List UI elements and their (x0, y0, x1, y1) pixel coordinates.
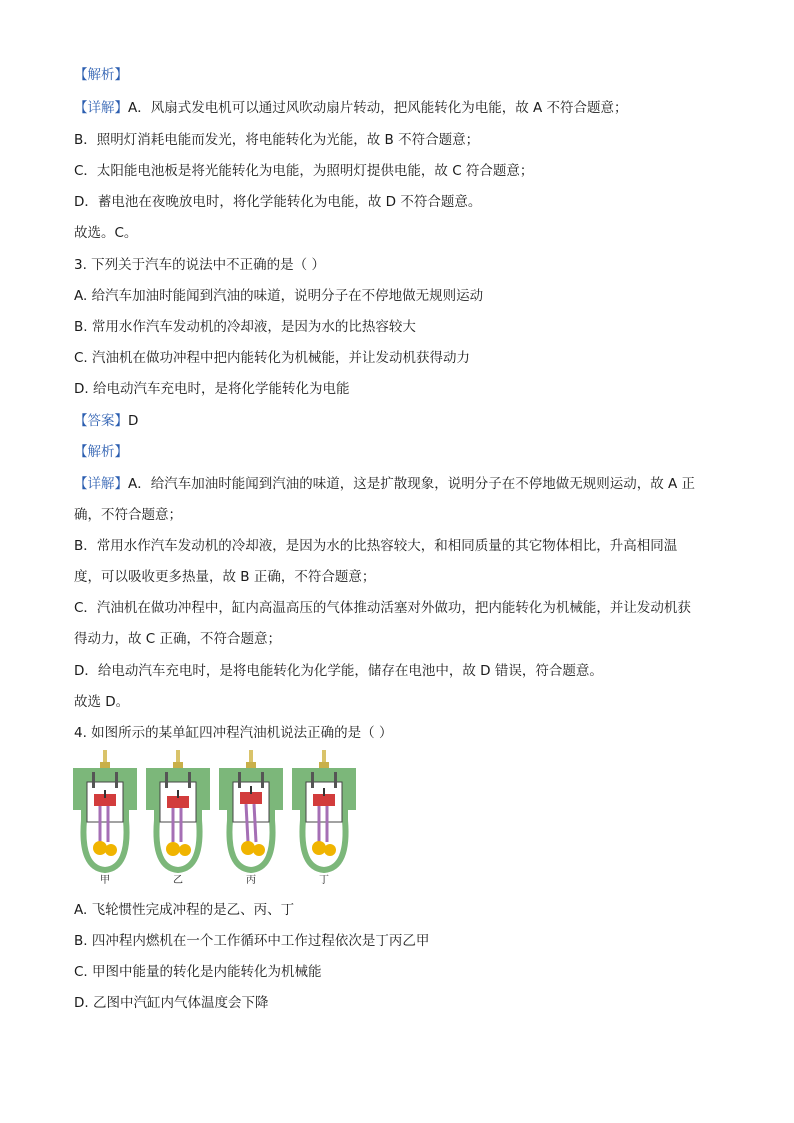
option-c: C. 汽油机在做功冲程中把内能转化为机械能，并让发动机获得动力 (74, 350, 471, 366)
detail-line: C．太阳能电池板是将光能转化为电能，为照明灯提供电能，故 C 符合题意； (74, 163, 534, 179)
detail-line (74, 475, 695, 493)
figure-label-bing: 丙 (246, 875, 256, 886)
detail-line: D．给电动汽车充电时，是将电能转化为化学能，储存在电池中，故 D 错误，符合题意。 (74, 663, 603, 679)
detail-text: A．给汽车加油时能闻到汽油的味道，这是扩散现象，说明分子在不停地做无规则运动，故 A 正 (128, 476, 696, 492)
option-c: C. 甲图中能量的转化是内能转化为机械能 (74, 964, 322, 980)
analysis-tag: 【解析】 (74, 444, 128, 460)
engine-strokes-figure (70, 750, 360, 890)
option-d: D. 乙图中汽缸内气体温度会下降 (74, 995, 269, 1011)
figure-label-jia: 甲 (100, 875, 110, 886)
figure-label-ding: 丁 (319, 875, 329, 886)
answer-tag: 【答案】 (74, 413, 128, 429)
question-stem: 4. 如图所示的某单缸四冲程汽油机说法正确的是（ ） (74, 725, 393, 741)
detail-line: 确，不符合题意； (74, 507, 182, 523)
option-b: B. 常用水作汽车发动机的冷却液，是因为水的比热容较大 (74, 319, 416, 335)
question-stem: 3. 下列关于汽车的说法中不正确的是（ ） (74, 257, 325, 273)
figure-label-yi: 乙 (173, 875, 183, 886)
detail-line: D．蓄电池在夜晚放电时，将化学能转化为电能，故 D 不符合题意。 (74, 194, 482, 210)
option-b: B. 四冲程内燃机在一个工作循环中工作过程依次是丁丙乙甲 (74, 933, 430, 949)
detail-line: C．汽油机在做功冲程中，缸内高温高压的气体推动活塞对外做功，把内能转化为机械能，并让发动机获 (74, 600, 691, 616)
option-d: D. 给电动汽车充电时，是将化学能转化为电能 (74, 381, 350, 397)
detail-line: 度，可以吸收更多热量，故 B 正确，不符合题意； (74, 569, 376, 585)
detail-tag: 【详解】 (74, 476, 128, 492)
option-a: A. 给汽车加油时能闻到汽油的味道，说明分子在不停地做无规则运动 (74, 288, 484, 304)
detail-line: 得动力，故 C 正确，不符合题意； (74, 631, 282, 647)
answer-line (74, 412, 138, 430)
engine-diagram-ding (289, 750, 359, 875)
option-a: A. 飞轮惯性完成冲程的是乙、丙、丁 (74, 902, 295, 918)
detail-text: A．风扇式发电机可以通过风吹动扇片转动，把风能转化为电能，故 A 不符合题意； (128, 100, 628, 116)
conclusion: 故选 D。 (74, 694, 130, 710)
conclusion: 故选。C。 (74, 225, 138, 241)
detail-tag: 【详解】 (74, 100, 128, 116)
engine-diagram-bing (216, 750, 286, 875)
detail-line: B．常用水作汽车发动机的冷却液，是因为水的比热容较大，和相同质量的其它物体相比，升高相同温 (74, 538, 678, 554)
detail-line: B．照明灯消耗电能而发光，将电能转化为光能，故 B 不符合题意； (74, 132, 480, 148)
engine-diagram-jia (70, 750, 140, 875)
answer-value: D (128, 413, 139, 429)
detail-line (74, 99, 628, 117)
analysis-tag: 【解析】 (74, 67, 128, 83)
engine-diagram-yi (143, 750, 213, 875)
